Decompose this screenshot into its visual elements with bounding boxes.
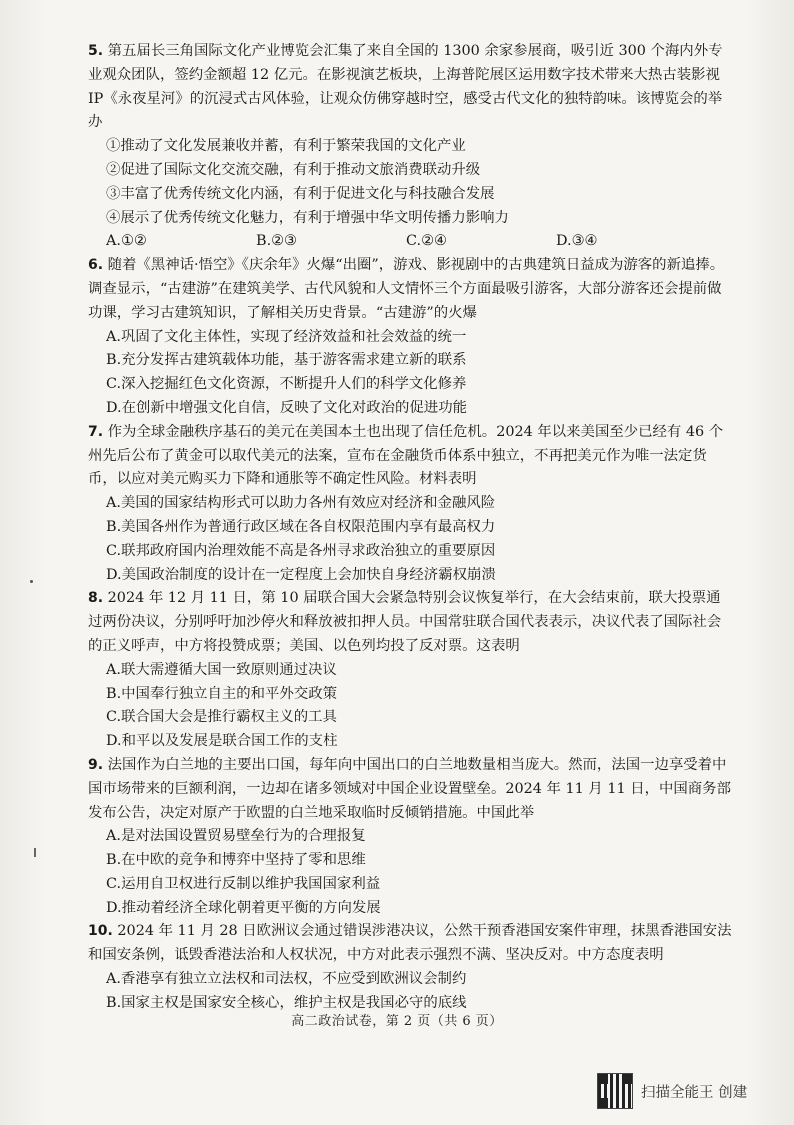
option-a: A.美国的国家结构形式可以助力各州有效应对经济和金融风险 <box>106 495 496 512</box>
question-number: 9. <box>88 756 104 773</box>
statement-3: ③丰富了优秀传统文化内涵，有利于促进文化与科技融合发展 <box>106 185 495 202</box>
question-number: 7. <box>88 423 104 440</box>
option-a: A.香港享有独立立法权和司法权，不应受到欧洲议会制约 <box>106 971 467 988</box>
question-8 <box>88 587 733 754</box>
choice-c: C.②④ <box>406 233 447 250</box>
scan-speck <box>30 580 33 583</box>
choice-row <box>88 230 733 254</box>
option-a: A.是对法国设置贸易壁垒行为的合理报复 <box>106 828 366 845</box>
question-list <box>88 40 733 1016</box>
question-6 <box>88 254 733 421</box>
question-stem: 法国作为白兰地的主要出口国，每年向中国出口的白兰地数量相当庞大。然而，法国一边享受着中国市场带来的巨额利润，一边却在诸多领域对中国企业设置壁垒。2024 年 11 月 11 日，中国商务部发布公告，决定对原产于欧盟的白兰地采取临时反倾销措施。中国此举 <box>88 756 731 821</box>
question-stem: 随着《黑神话·悟空》《庆余年》火爆“出圈”，游戏、影视剧中的古典建筑日益成为游客的新追捧。调查显示，“古建游”在建筑美学、古代风貌和人文情怀三个方面最吸引游客，大部分游客还会提前做功课，学习古建筑知识，了解相关历史背景。“古建游”的火爆 <box>88 257 725 321</box>
option-b: B.充分发挥古建筑载体功能，基于游客需求建立新的联系 <box>106 352 467 369</box>
question-stem: 2024 年 11 月 28 日欧洲议会通过错误涉港决议，公然干预香港国安案件审理，抹黑香港国安法和国安条例，诋毁香港法治和人权状况，中方对此表示强烈不满、坚决反对。中方态度表明 <box>88 923 732 964</box>
option-d: D.推动着经济全球化朝着更平衡的方向发展 <box>106 899 381 916</box>
option-c: C.运用自卫权进行反制以维护我国国家利益 <box>106 875 381 892</box>
option-c: C.联邦政府国内治理效能不高是各州寻求政治独立的重要原因 <box>106 542 496 559</box>
scan-speck <box>34 848 36 857</box>
question-9 <box>88 754 733 921</box>
question-5 <box>88 40 733 254</box>
option-c: C.深入挖掘红色文化资源，不断提升人们的科学文化修养 <box>106 376 467 393</box>
question-stem: 2024 年 12 月 11 日，第 10 届联合国大会紧急特别会议恢复举行，在大会结束前，联大投票通过两份决议，分别呼吁加沙停火和释放被扣押人员。中国常驻联合国代表表示，决议代表了国际社会的正义呼声，中方将投赞成票；美国、以色列均投了反对票。这表明 <box>88 590 722 654</box>
option-b: B.在中欧的竞争和博弈中坚持了零和思维 <box>106 852 366 869</box>
option-d: D.在创新中增强文化自信，反映了文化对政治的促进功能 <box>106 399 467 416</box>
option-a: A.巩固了文化主体性，实现了经济效益和社会效益的统一 <box>106 328 467 345</box>
scanner-watermark <box>597 1073 747 1109</box>
option-d: D.美国政治制度的设计在一定程度上会加快自身经济霸权崩溃 <box>106 566 496 583</box>
statement-2: ②促进了国际文化交流交融，有利于推动文旅消费联动升级 <box>106 161 481 178</box>
qr-code-icon <box>597 1073 633 1109</box>
choice-a: A.①② <box>106 233 147 250</box>
option-c: C.联合国大会是推行霸权主义的工具 <box>106 709 337 726</box>
option-a: A.联大需遵循大国一致原则通过决议 <box>106 661 337 678</box>
watermark-text: 扫描全能王 创建 <box>641 1084 748 1101</box>
page-footer: 高二政治试卷，第 2 页（共 6 页） <box>291 1014 503 1029</box>
option-b: B.国家主权是国家安全核心，维护主权是我国必守的底线 <box>106 994 467 1011</box>
statement-1: ①推动了文化发展兼收并蓄，有利于繁荣我国的文化产业 <box>106 138 466 155</box>
question-10 <box>88 920 733 1015</box>
question-number: 6. <box>88 257 104 274</box>
question-7 <box>88 421 733 588</box>
option-b: B.美国各州作为普通行政区域在各自权限范围内享有最高权力 <box>106 518 496 535</box>
choice-b: B.②③ <box>256 233 297 250</box>
question-number: 5. <box>88 43 104 59</box>
question-number: 10. <box>88 923 113 940</box>
choice-d: D.③④ <box>556 233 598 250</box>
option-d: D.和平以及发展是联合国工作的支柱 <box>106 733 338 750</box>
option-b: B.中国奉行独立自主的和平外交政策 <box>106 685 338 702</box>
statement-4: ④展示了优秀传统文化魅力，有利于增强中华文明传播力影响力 <box>106 209 509 226</box>
question-stem: 作为全球金融秩序基石的美元在美国本土也出现了信任危机。2024 年以来美国至少已经有 46 个州先后公布了黄金可以取代美元的法案，宣布在金融货币体系中独立，不再把美元作为唯一法定货币，以应对美元购买力下降和通胀等不确定性风险。材料表明 <box>88 423 724 488</box>
question-stem: 第五届长三角国际文化产业博览会汇集了来自全国的 1300 余家参展商，吸引近 300 个海内外专业观众团队，签约金额超 12 亿元。在影视演艺板块，上海普陀展区运用数字技术带来大热古装影视 IP《永夜星河》的沉浸式古风体验，让观众仿佛穿越时空，感受古代文化的独特韵味。该博览会的举办 <box>88 43 723 131</box>
question-number: 8. <box>88 590 104 607</box>
